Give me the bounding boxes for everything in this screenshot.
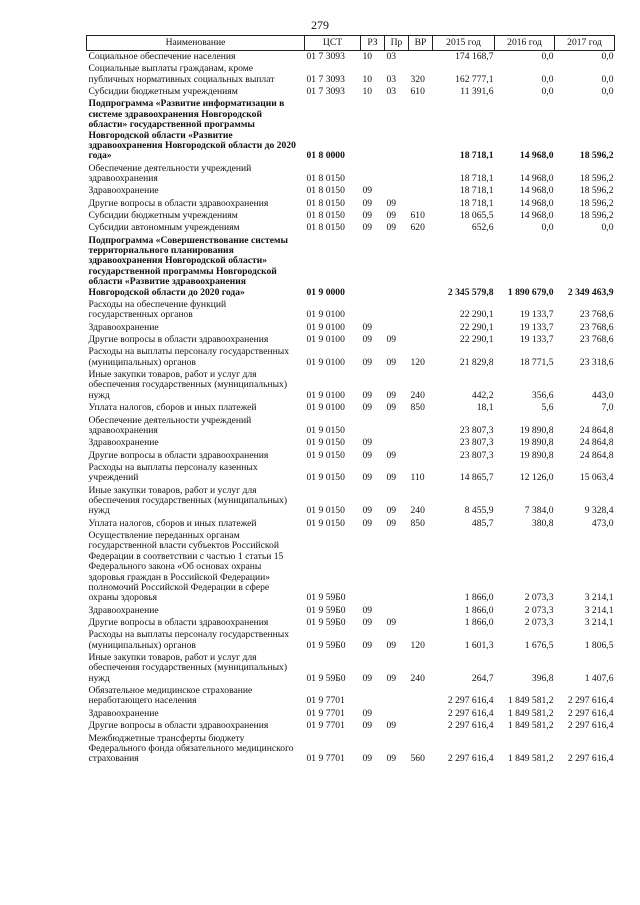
row-rz: 09	[362, 672, 373, 684]
header-2016: 2016 год	[495, 36, 555, 51]
row-cst: 01 9 0100	[306, 389, 345, 401]
row-pr: 09	[386, 639, 397, 651]
row-2015: 1 601,3	[464, 639, 494, 651]
table-row	[87, 485, 615, 518]
row-cst: 01 9 0000	[306, 286, 345, 298]
row-rz	[361, 685, 385, 708]
row-name: Другие вопросы в области здравоохранения	[88, 197, 269, 209]
row-2015: 652,6	[471, 222, 494, 234]
row-cst: 01 9 59Б0	[306, 604, 346, 616]
row-rz: 09	[362, 356, 373, 368]
row-pr: 09	[386, 197, 397, 209]
row-rz: 09	[362, 321, 373, 333]
row-2017: 0,0	[601, 222, 614, 234]
row-rz: 09	[362, 604, 373, 616]
table-row	[87, 720, 615, 732]
row-cst: 01 9 59Б0	[306, 616, 346, 628]
row-cst: 01 8 0150	[306, 185, 345, 197]
row-pr: 09	[386, 672, 397, 684]
row-rz: 09	[362, 449, 373, 461]
row-cst: 01 9 0100	[306, 356, 345, 368]
row-pr: 03	[386, 86, 397, 98]
header-2015: 2015 год	[433, 36, 495, 51]
row-vr: 110	[410, 472, 425, 484]
header-pr: Пр	[385, 36, 409, 51]
row-2017: 3 214,1	[584, 592, 614, 604]
header-cst: ЦСТ	[305, 36, 361, 51]
row-2016: 1 849 581,2	[507, 707, 554, 719]
row-cst: 01 9 0150	[306, 437, 345, 449]
row-2016: 0,0	[541, 86, 554, 98]
header-vr: ВР	[409, 36, 433, 51]
row-2017: 18 596,2	[579, 210, 614, 222]
table-row	[87, 322, 615, 334]
row-name: Другие вопросы в области здравоохранения	[88, 720, 269, 732]
row-2016: 18 771,5	[519, 356, 554, 368]
row-pr: 09	[386, 333, 397, 345]
row-2015: 11 391,6	[460, 86, 494, 98]
row-2017: 3 214,1	[584, 616, 614, 628]
row-name: Осуществление переданных органам государственной власти субъектов Российской Федерации в соответствии с частью 1 статьи 15 Федерального закона «Об основах охраны здоровья граждан в Российской Федерации» полномочий Российской Федерации в сфере охраны здоровья	[88, 530, 284, 604]
row-2016: 1 890 679,0	[507, 286, 554, 298]
row-2017: 23 768,6	[579, 309, 614, 321]
row-vr: 620	[410, 222, 425, 234]
row-2017: 7,0	[601, 402, 614, 414]
row-2017: 18 596,2	[579, 172, 614, 184]
row-pr	[385, 185, 409, 197]
row-2015: 1 866,0	[464, 616, 494, 628]
row-pr: 09	[386, 222, 397, 234]
row-rz: 10	[362, 73, 373, 85]
row-pr: 09	[386, 505, 397, 517]
row-2017: 3 214,1	[584, 604, 614, 616]
row-2017: 15 063,4	[579, 472, 614, 484]
row-vr	[409, 299, 433, 322]
table-row	[87, 235, 615, 299]
row-vr	[409, 437, 433, 449]
row-cst: 01 9 0150	[306, 472, 345, 484]
table-row	[87, 98, 615, 162]
row-2016: 12 126,0	[519, 472, 554, 484]
row-vr	[409, 530, 433, 605]
row-2016: 14 968,0	[519, 197, 554, 209]
row-2017: 2 297 616,4	[567, 707, 614, 719]
row-2017: 0,0	[601, 51, 614, 62]
row-2016: 396,8	[531, 672, 554, 684]
row-rz: 09	[362, 185, 373, 197]
row-2016: 2 073,3	[524, 592, 554, 604]
row-rz: 09	[362, 639, 373, 651]
row-cst: 01 9 59Б0	[306, 672, 346, 684]
row-rz: 09	[362, 402, 373, 414]
row-2015: 8 455,9	[464, 505, 494, 517]
row-2015: 18 065,5	[459, 210, 494, 222]
row-name: Здравоохранение	[88, 707, 159, 719]
row-rz: 09	[362, 517, 373, 529]
row-2015: 2 297 616,4	[447, 753, 494, 765]
row-name: Здравоохранение	[88, 604, 159, 616]
row-name: Социальное обеспечение населения	[88, 51, 236, 62]
row-rz: 09	[362, 753, 373, 765]
row-2016: 380,8	[531, 517, 554, 529]
row-vr: 610	[410, 210, 425, 222]
row-pr: 09	[386, 356, 397, 368]
row-name: Другие вопросы в области здравоохранения	[88, 333, 269, 345]
row-2016: 1 849 581,2	[507, 695, 554, 707]
header-rz: РЗ	[361, 36, 385, 51]
row-vr	[409, 198, 433, 210]
table-row	[87, 299, 615, 322]
table-row	[87, 685, 615, 708]
row-pr	[385, 685, 409, 708]
header-2017: 2017 год	[555, 36, 615, 51]
header-name: Наименование	[87, 36, 305, 51]
row-rz: 09	[362, 616, 373, 628]
row-2016: 0,0	[541, 222, 554, 234]
row-pr: 09	[386, 616, 397, 628]
row-cst: 01 7 3093	[306, 73, 345, 85]
row-2015: 23 807,3	[459, 437, 494, 449]
row-2015: 442,2	[471, 389, 494, 401]
table-row	[87, 652, 615, 685]
row-2015: 23 807,3	[459, 424, 494, 436]
row-2016: 5,6	[541, 402, 554, 414]
row-2016: 7 384,0	[524, 505, 554, 517]
row-name: Другие вопросы в области здравоохранения	[88, 449, 269, 461]
table-body	[87, 51, 615, 766]
row-2015: 22 290,1	[459, 309, 494, 321]
row-2017: 24 864,8	[579, 437, 614, 449]
row-cst: 01 9 7701	[306, 753, 345, 765]
row-vr: 850	[410, 402, 425, 414]
row-cst: 01 9 59Б0	[306, 639, 346, 651]
row-vr	[409, 322, 433, 334]
row-vr	[409, 163, 433, 186]
row-vr: 240	[410, 505, 425, 517]
row-cst: 01 9 0100	[306, 402, 345, 414]
row-cst: 01 8 0000	[306, 150, 345, 162]
row-vr	[409, 235, 433, 299]
table-row	[87, 198, 615, 210]
table-row	[87, 222, 615, 234]
page-number: 279	[311, 18, 329, 32]
row-name: Расходы на выплаты персоналу казенных учреждений	[88, 461, 258, 484]
row-2015: 2 345 579,8	[447, 286, 494, 298]
row-pr	[385, 437, 409, 449]
row-cst: 01 8 0150	[306, 222, 345, 234]
row-name: Субсидии автономным учреждениям	[88, 222, 240, 234]
row-2015: 22 290,1	[459, 321, 494, 333]
row-pr	[385, 322, 409, 334]
row-2015: 2 297 616,4	[447, 707, 494, 719]
row-2016: 19 133,7	[519, 321, 554, 333]
row-vr: 120	[410, 639, 425, 651]
row-cst: 01 9 7701	[306, 707, 345, 719]
row-2017: 18 596,2	[579, 185, 614, 197]
row-rz: 09	[362, 437, 373, 449]
row-pr: 09	[386, 472, 397, 484]
row-pr	[385, 530, 409, 605]
row-vr	[409, 415, 433, 438]
row-pr	[385, 708, 409, 720]
row-rz: 09	[362, 389, 373, 401]
row-2015: 2 297 616,4	[447, 695, 494, 707]
row-2015: 162 777,1	[455, 73, 494, 85]
row-vr	[409, 685, 433, 708]
row-vr	[409, 605, 433, 617]
row-2016: 1 676,5	[524, 639, 554, 651]
row-cst: 01 7 3093	[306, 51, 345, 62]
table-row	[87, 210, 615, 222]
row-rz: 10	[362, 86, 373, 98]
row-rz: 09	[362, 505, 373, 517]
row-name: Социальные выплаты гражданам, кроме публичных нормативных социальных выплат	[88, 63, 275, 85]
row-vr	[409, 720, 433, 732]
row-vr: 320	[410, 73, 425, 85]
row-rz	[361, 163, 385, 186]
row-rz: 09	[362, 720, 373, 732]
row-vr	[409, 617, 433, 629]
row-2017: 2 297 616,4	[567, 695, 614, 707]
row-2016: 14 968,0	[519, 150, 554, 162]
row-vr: 560	[410, 753, 425, 765]
row-rz	[361, 415, 385, 438]
row-cst: 01 9 0100	[306, 321, 345, 333]
row-2016: 19 890,8	[519, 449, 554, 461]
row-rz: 09	[362, 333, 373, 345]
row-rz: 09	[362, 222, 373, 234]
row-pr: 09	[386, 449, 397, 461]
row-2015: 23 807,3	[459, 449, 494, 461]
row-cst: 01 9 0100	[306, 333, 345, 345]
row-2016: 19 890,8	[519, 424, 554, 436]
row-2017: 23 768,6	[579, 333, 614, 345]
row-cst: 01 9 7701	[306, 720, 345, 732]
row-vr	[409, 334, 433, 346]
row-rz: 10	[362, 51, 373, 62]
row-2016: 14 968,0	[519, 172, 554, 184]
row-name: Межбюджетные трансферты бюджету Федерального фонда обязательного медицинского страхования	[88, 732, 294, 765]
row-2015: 18 718,1	[459, 197, 494, 209]
table-row	[87, 402, 615, 414]
row-2015: 14 865,7	[459, 472, 494, 484]
row-2016: 14 968,0	[519, 185, 554, 197]
row-cst: 01 9 0150	[306, 449, 345, 461]
row-name: Расходы на обеспечение функций государственных органов	[88, 298, 227, 321]
table-row	[87, 185, 615, 197]
table-row	[87, 369, 615, 402]
row-2017: 0,0	[601, 86, 614, 98]
row-2015: 2 297 616,4	[447, 720, 494, 732]
table-row	[87, 437, 615, 449]
table-row	[87, 708, 615, 720]
row-2016: 0,0	[541, 73, 554, 85]
row-pr	[385, 235, 409, 299]
row-name: Подпрограмма «Развитие информатизации в системе здравоохранения Новгородской области» государственной программы Новгородской области «Развитие здравоохранения Новгородской области до 2020 года»	[88, 98, 296, 162]
row-name: Здравоохранение	[88, 185, 159, 197]
row-2017: 473,0	[591, 517, 614, 529]
row-vr: 240	[410, 389, 425, 401]
table-row	[87, 462, 615, 485]
row-rz	[361, 530, 385, 605]
row-pr: 03	[386, 73, 397, 85]
row-rz	[361, 98, 385, 162]
row-rz: 09	[362, 197, 373, 209]
row-2017: 2 349 463,9	[567, 286, 614, 298]
row-pr: 09	[386, 720, 397, 732]
row-name: Иные закупки товаров, работ и услуг для обеспечения государственных (муниципальных) нужд	[88, 652, 288, 684]
row-name: Уплата налогов, сборов и иных платежей	[88, 402, 257, 414]
table-row	[87, 334, 615, 346]
table-row	[87, 51, 615, 64]
row-name: Другие вопросы в области здравоохранения	[88, 616, 269, 628]
row-pr: 09	[386, 517, 397, 529]
table-row	[87, 163, 615, 186]
table-header-row	[87, 36, 615, 51]
row-2016: 1 849 581,2	[507, 720, 554, 732]
row-pr	[385, 605, 409, 617]
row-rz: 09	[362, 472, 373, 484]
row-2017: 9 328,4	[584, 505, 614, 517]
row-2017: 1 407,6	[584, 672, 614, 684]
table-row	[87, 617, 615, 629]
row-name: Расходы на выплаты персоналу государственных (муниципальных) органов	[88, 346, 290, 368]
row-2016: 356,6	[531, 389, 554, 401]
row-name: Иные закупки товаров, работ и услуг для обеспечения государственных (муниципальных) нужд	[88, 484, 288, 517]
row-2015: 485,7	[471, 517, 494, 529]
row-pr	[385, 98, 409, 162]
row-2016: 2 073,3	[524, 616, 554, 628]
row-2017: 0,0	[601, 73, 614, 85]
table-row	[87, 605, 615, 617]
row-pr: 09	[386, 402, 397, 414]
row-name: Уплата налогов, сборов и иных платежей	[88, 517, 257, 529]
row-2017: 18 596,2	[579, 197, 614, 209]
row-2016: 1 849 581,2	[507, 753, 554, 765]
row-cst: 01 9 0150	[306, 424, 345, 436]
row-rz: 09	[362, 707, 373, 719]
row-2017: 2 297 616,4	[567, 753, 614, 765]
row-2016: 19 133,7	[519, 309, 554, 321]
row-cst: 01 9 0150	[306, 517, 345, 529]
row-vr	[409, 51, 433, 64]
table-row	[87, 518, 615, 530]
table-row	[87, 450, 615, 462]
row-name: Обеспечение деятельности учреждений здравоохранения	[88, 162, 252, 184]
row-pr: 09	[386, 753, 397, 765]
table-row	[87, 86, 615, 98]
row-2017: 1 806,5	[584, 639, 614, 651]
row-vr: 120	[410, 356, 425, 368]
row-2017: 18 596,2	[579, 150, 614, 162]
table-row	[87, 346, 615, 369]
row-vr	[409, 98, 433, 162]
row-name: Субсидии бюджетным учреждениям	[88, 210, 238, 222]
row-name: Здравоохранение	[88, 321, 159, 333]
row-2016: 2 073,3	[524, 604, 554, 616]
row-vr	[409, 185, 433, 197]
row-rz	[361, 299, 385, 322]
row-2016: 19 890,8	[519, 437, 554, 449]
row-cst: 01 9 7701	[306, 695, 345, 707]
row-2015: 1 866,0	[464, 604, 494, 616]
row-2015: 264,7	[471, 672, 494, 684]
row-cst: 01 8 0150	[306, 210, 345, 222]
row-pr	[385, 415, 409, 438]
row-pr: 09	[386, 210, 397, 222]
row-vr: 850	[410, 517, 425, 529]
row-name: Расходы на выплаты персоналу государственных (муниципальных) органов	[88, 629, 290, 651]
row-cst: 01 9 0100	[306, 309, 345, 321]
row-name: Подпрограмма «Совершенствование системы территориального планирования здравоохранения Новгородской области» государственной программы Новгородской области «Развитие здравоохранения Новгородской области до 2020 года»	[88, 234, 289, 298]
row-vr: 240	[410, 672, 425, 684]
row-cst: 01 7 3093	[306, 86, 345, 98]
row-2017: 2 297 616,4	[567, 720, 614, 732]
row-vr	[409, 450, 433, 462]
budget-table	[86, 35, 615, 766]
table-row	[87, 415, 615, 438]
row-2017: 23 318,6	[579, 356, 614, 368]
row-2017: 24 864,8	[579, 449, 614, 461]
row-name: Обеспечение деятельности учреждений здравоохранения	[88, 414, 252, 436]
row-2015: 18 718,1	[459, 150, 494, 162]
row-cst: 01 9 59Б0	[306, 592, 346, 604]
row-2015: 21 829,8	[459, 356, 494, 368]
row-name: Обязательное медицинское страхование неработающего населения	[88, 685, 253, 707]
row-2015: 18,1	[476, 402, 494, 414]
row-pr: 03	[386, 51, 397, 62]
row-cst: 01 8 0150	[306, 197, 345, 209]
row-2016: 19 133,7	[519, 333, 554, 345]
row-name: Субсидии бюджетным учреждениям	[88, 86, 238, 98]
row-cst: 01 9 0150	[306, 505, 345, 517]
row-2017: 23 768,6	[579, 321, 614, 333]
row-rz	[361, 235, 385, 299]
row-vr: 610	[410, 86, 425, 98]
table-row	[87, 733, 615, 766]
row-2016: 0,0	[541, 51, 554, 62]
row-pr	[385, 163, 409, 186]
row-rz: 09	[362, 210, 373, 222]
row-2015: 18 718,1	[459, 172, 494, 184]
row-2015: 22 290,1	[459, 333, 494, 345]
row-2016: 14 968,0	[519, 210, 554, 222]
table-row	[87, 530, 615, 605]
row-cst: 01 8 0150	[306, 172, 345, 184]
row-pr: 09	[386, 389, 397, 401]
row-pr	[385, 299, 409, 322]
row-name: Иные закупки товаров, работ и услуг для обеспечения государственных (муниципальных) нужд	[88, 369, 288, 401]
row-vr	[409, 708, 433, 720]
row-2015: 174 168,7	[455, 51, 494, 62]
row-2015: 18 718,1	[459, 185, 494, 197]
table-row	[87, 63, 615, 86]
row-name: Здравоохранение	[88, 437, 159, 449]
table-row	[87, 629, 615, 652]
row-2017: 443,0	[591, 389, 614, 401]
row-2015: 1 866,0	[464, 592, 494, 604]
row-2017: 24 864,8	[579, 424, 614, 436]
